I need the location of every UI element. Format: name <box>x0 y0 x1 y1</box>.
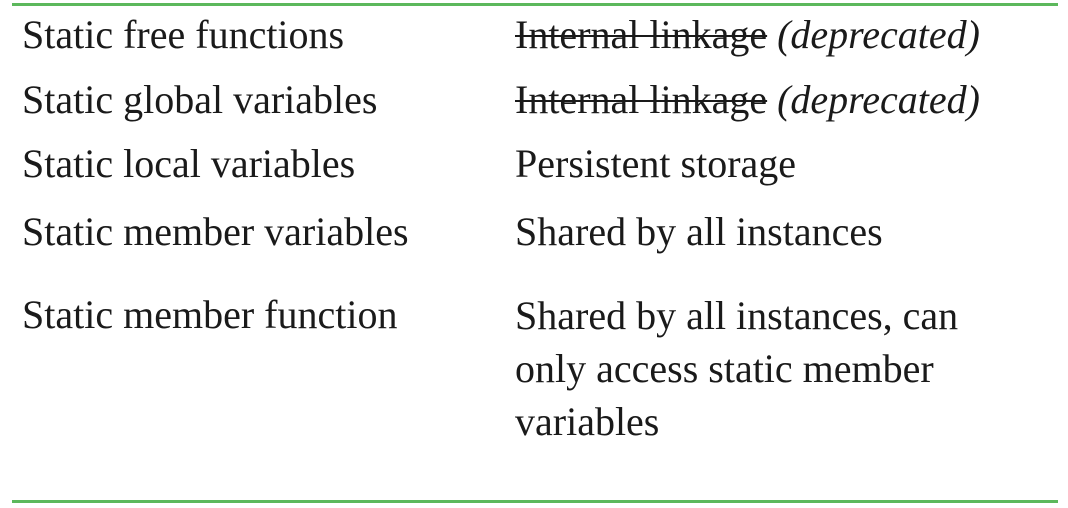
row-meaning: Persistent storage <box>515 141 797 186</box>
row-term: Static free functions <box>22 12 345 57</box>
row-meaning: Shared by all instances <box>515 209 883 254</box>
row-meaning: Shared by all instances, can only access static member variables <box>515 293 959 444</box>
deprecated-note: (deprecated) <box>777 77 980 122</box>
bottom-rule <box>12 500 1058 503</box>
row-term: Static member variables <box>22 209 409 254</box>
deprecated-note: (deprecated) <box>777 12 980 57</box>
struck-meaning: Internal linkage <box>515 12 768 57</box>
row-term: Static member function <box>22 292 398 337</box>
struck-meaning: Internal linkage <box>515 77 768 122</box>
row-term: Static local variables <box>22 141 356 186</box>
row-term: Static global variables <box>22 77 378 122</box>
row-meaning <box>515 74 1055 126</box>
top-rule <box>12 3 1058 6</box>
row-meaning <box>515 9 1055 61</box>
